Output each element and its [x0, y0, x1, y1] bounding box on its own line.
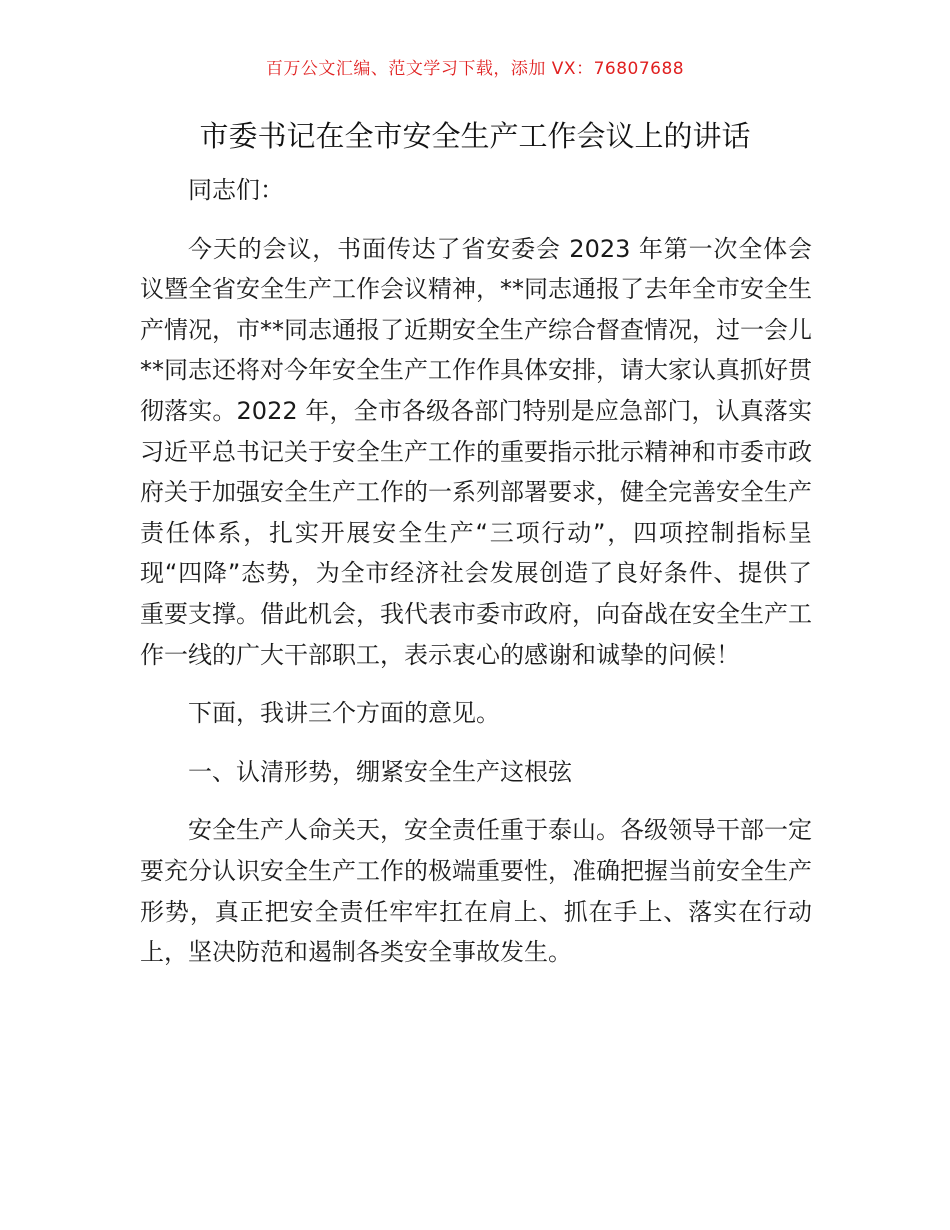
header-note: 百万公文汇编、范文学习下载，添加 VX：76807688	[265, 59, 685, 79]
document-body	[140, 170, 812, 973]
section-paragraph: 安全生产人命关天，安全责任重于泰山。各级领导干部一定要充分认识安全生产工作的极端重要性，准确把握当前安全生产形势，真正把安全责任牢牢扛在肩上、抓在手上、落实在行动上，坚决防范和遏制各类安全事故发生。	[140, 816, 812, 967]
salutation: 同志们：	[188, 176, 284, 204]
document-title: 市委书记在全市安全生产工作会议上的讲话	[199, 119, 751, 153]
section-heading: 一、认清形势，绷紧安全生产这根弦	[188, 757, 572, 786]
body-paragraph-2: 下面，我讲三个方面的意见。	[188, 699, 500, 728]
body-paragraph-1: 今天的会议，书面传达了省安委会 2023 年第一次全体会议暨全省安全生产工作会议精神，**同志通报了去年全市安全生产情况，市**同志通报了近期安全生产综合督查情况，过一会儿**同志还将对今年安全生产工作作具体安排，请大家认真抓好贯彻落实。2022 年，全市各级各部门特别是应急部门，认真落实习近平总书记关于安全生产工作的重要指示批示精神和市委市政府关于加强安全生产工作的一系列部署要求，健全完善安全生产责任体系，扎实开展安全生产“三项行动”，四项控制指标呈现“四降”态势，为全市经济社会发展创造了良好条件、提供了重要支撑。借此机会，我代表市委市政府，向奋战在安全生产工作一线的广大干部职工，表示衷心的感谢和诚挚的问候！	[140, 234, 812, 669]
